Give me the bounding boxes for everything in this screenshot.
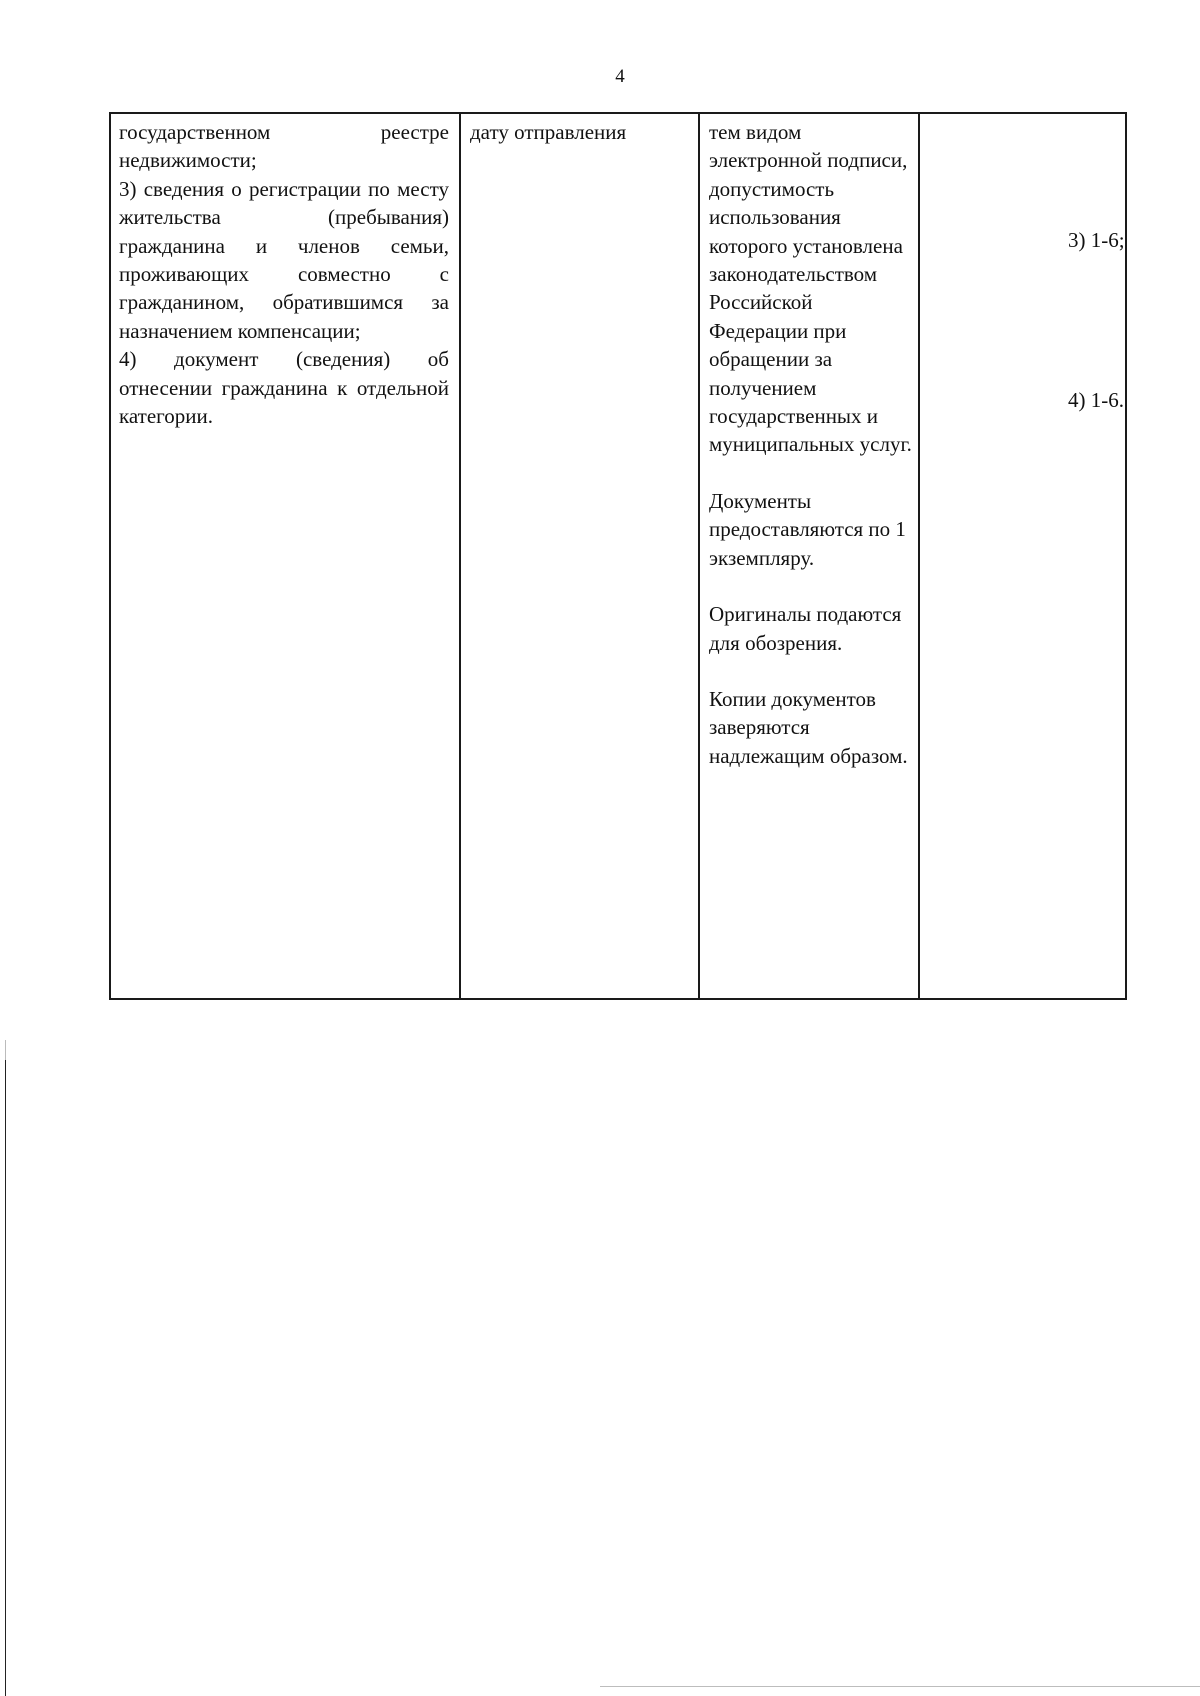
reference-item-3: 3) 1-6;: [1068, 228, 1125, 252]
requirements-cell: [709, 118, 914, 770]
requirements-paragraph-4: Копии документов заверяются надлежащим образом.: [709, 686, 908, 768]
scan-edge-bottom: [600, 1686, 1200, 1687]
requirements-paragraph-2: Документы предоставляются по 1 экземпляру.: [709, 488, 906, 570]
table-column-references: [920, 114, 1125, 998]
documents-cell: [119, 118, 449, 430]
requirements-paragraph-1: тем видом электронной подписи, допустимость использования которого установлена законодательством Российской Федерации при обращении за получением государственных и муниципальных услуг.: [709, 120, 912, 457]
page-number: 4: [615, 66, 625, 87]
documents-paragraph-2: 3) сведения о регистрации по месту жительства (пребывания) гражданина и членов семьи, проживающих совместно с гражданином, обратившимся за назначением компенсации;: [119, 176, 449, 343]
scan-edge-faint: [5, 1040, 6, 1060]
requirements-paragraph-3: Оригиналы подаются для обозрения.: [709, 602, 902, 655]
table-column-date: [461, 114, 700, 998]
scan-edge-left: [5, 1060, 6, 1696]
table-column-requirements: [700, 114, 920, 998]
documents-paragraph-1: государственном реестре недвижимости;: [119, 120, 449, 173]
reference-item-4: 4) 1-6.: [1068, 388, 1124, 412]
table-column-documents: [111, 114, 461, 998]
date-cell: [470, 118, 692, 146]
document-table: [109, 112, 1127, 1000]
date-paragraph: дату отправления: [470, 120, 627, 144]
documents-paragraph-3: 4) документ (сведения) об отнесении гражданина к отдельной категории.: [119, 347, 449, 429]
